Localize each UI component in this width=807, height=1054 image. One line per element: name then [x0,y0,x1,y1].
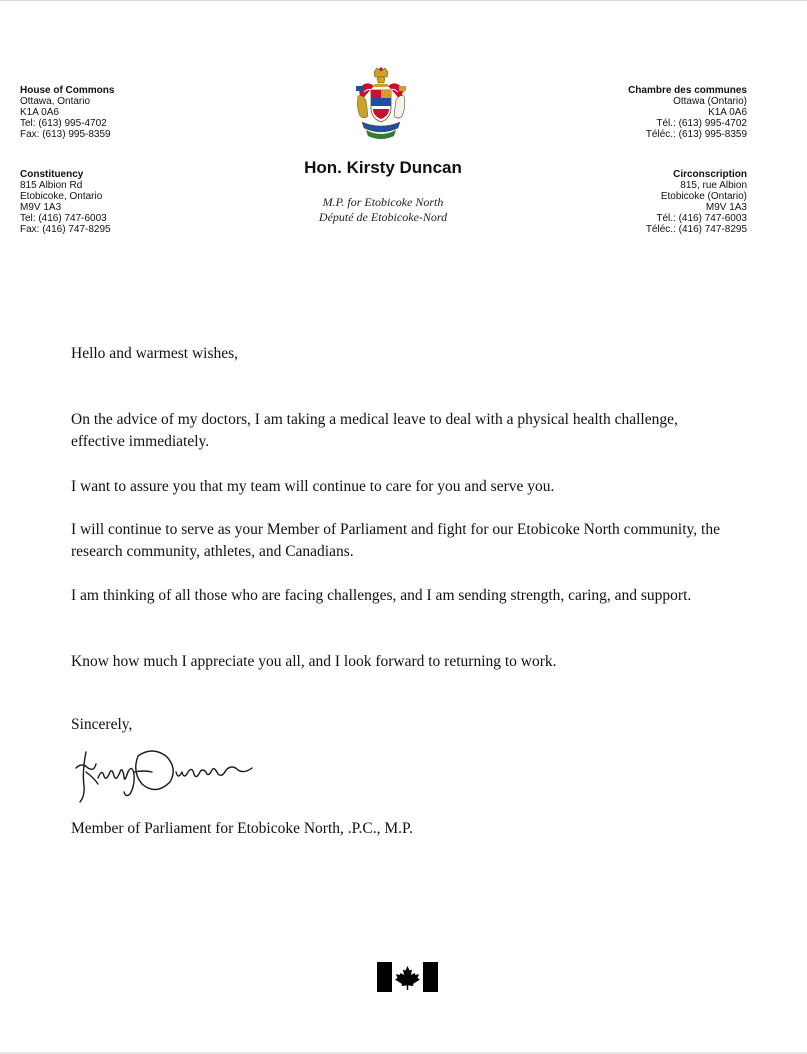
constituency-heading-fr: Circonscription [673,169,747,180]
handwritten-signature [72,742,257,808]
letter-paragraph: On the advice of my doctors, I am taking a medical leave to deal with a physical health challenge, effective immediately. [71,411,678,450]
address-line: M9V 1A3 [705,202,747,213]
phone-line: Tel: (613) 995-4702 [20,118,107,129]
house-of-commons-address-en [20,85,114,140]
riding-title-en: M.P. for Etobicoke North [322,195,444,209]
address-line: 815, rue Albion [680,180,747,191]
house-heading-fr: Chambre des communes [628,85,747,96]
phone-line: Tel: (416) 747-6003 [20,213,107,224]
page-top-edge [0,0,807,1]
fax-line: Fax: (613) 995-8359 [20,129,111,140]
fax-line: Téléc.: (416) 747-8295 [645,224,747,235]
constituency-address-fr [646,169,747,235]
address-line: Ottawa, Ontario [20,96,91,107]
fax-line: Téléc.: (613) 995-8359 [645,129,747,140]
canada-flag-icon [377,962,438,992]
phone-line: Tél.: (416) 747-6003 [656,213,747,224]
address-line: 815 Albion Rd [20,180,83,191]
fax-line: Fax: (416) 747-8295 [20,224,111,235]
letter-paragraph: I will continue to serve as your Member of Parliament and fight for our Etobicoke North community, the research community, athletes, and Canadians. [71,521,720,560]
member-name: Hon. Kirsty Duncan [304,158,462,177]
phone-line: Tél.: (613) 995-4702 [656,118,747,129]
letter-greeting: Hello and warmest wishes, [71,345,239,362]
constituency-heading-en: Constituency [20,169,84,180]
signature-title: Member of Parliament for Etobicoke North, .P.C., M.P. [71,820,413,837]
address-line: Ottawa (Ontario) [673,96,747,107]
address-line: Etobicoke (Ontario) [660,191,747,202]
letter-paragraph: I am thinking of all those who are facing challenges, and I am sending strength, caring, and support. [71,587,692,604]
coat-of-arms-icon [352,66,410,140]
address-line: M9V 1A3 [20,202,62,213]
house-of-commons-address-fr [628,85,747,140]
letter-paragraph: Know how much I appreciate you all, and I look forward to returning to work. [71,653,557,670]
letter-paragraph: I want to assure you that my team will continue to care for you and serve you. [71,478,555,495]
letter-closing: Sincerely, [71,716,133,733]
riding-title [283,195,483,225]
address-line: K1A 0A6 [708,107,747,118]
house-heading-en: House of Commons [20,85,115,96]
address-line: K1A 0A6 [20,107,59,118]
address-line: Etobicoke, Ontario [20,191,103,202]
constituency-address-en [20,169,111,235]
riding-title-fr: Député de Etobicoke-Nord [318,210,448,224]
